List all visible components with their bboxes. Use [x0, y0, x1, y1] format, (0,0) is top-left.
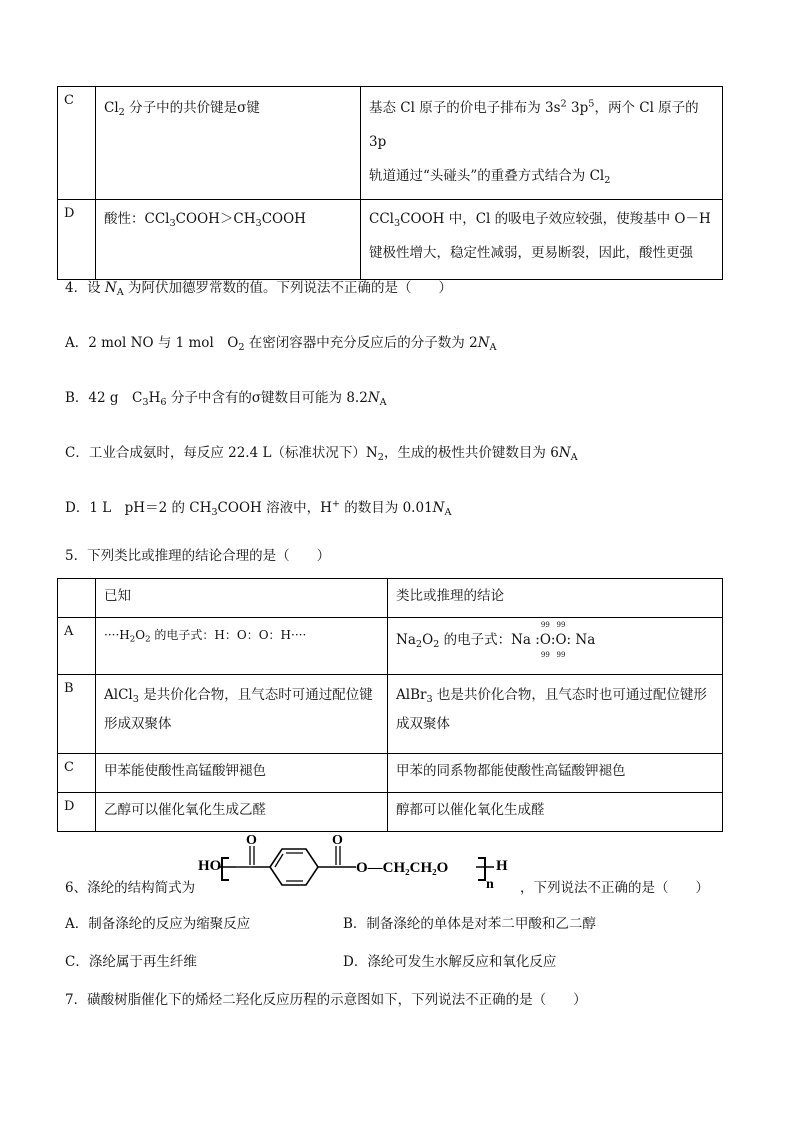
q4-option-c: C．工业合成氨时，每反应 22.4 L（标准状况下）$N_2$，生成的极性共价键数目为 $6N_A$ — [65, 445, 578, 463]
right-bracket — [478, 858, 485, 880]
cell-known: 乙醇可以催化氧化生成乙醛 — [104, 802, 266, 818]
cell-conclusion: AlBr$_3$ 也是共价化合物，且气态时也可通过配位键形 成双聚体 — [396, 687, 707, 732]
row-label: A — [64, 624, 74, 639]
q6-option-b: B．制备涤纶的单体是对苯二甲酸和乙二醇 — [343, 916, 596, 932]
structure-ho: HO — [198, 858, 222, 874]
header-known: 已知 — [104, 588, 131, 604]
row-label: C — [64, 93, 74, 108]
table-row — [58, 200, 723, 280]
cell-known: 甲苯能使酸性高锰酸钾褪色 — [104, 763, 266, 779]
table-header-row — [58, 579, 723, 618]
cell-left: $Cl_2$ 分子中的共价键是σ键 — [104, 100, 260, 118]
q6-stem-start: 6、涤纶的结构简式为 — [65, 880, 196, 896]
q6-option-d: D．涤纶可发生水解反应和氧化反应 — [343, 954, 557, 970]
q6-option-c: C．涤纶属于再生纤维 — [65, 954, 197, 970]
benzene-ring — [270, 849, 318, 885]
polyester-structure-diagram — [196, 832, 521, 892]
q4-option-a: A．2 mol NO 与 1 mol $O_2$ 在密闭容器中充分反应后的分子数为 $2N_A$ — [65, 335, 497, 353]
row-label: B — [64, 681, 74, 696]
cell-conclusion: $Na_2O_2$ 的电子式：Na :O 99 99 :O 99 99 : Na — [396, 621, 596, 659]
cell-known: AlCl$_3$ 是共价化合物，且气态时可通过配位键 形成双聚体 — [104, 687, 373, 732]
header-conclusion: 类比或推理的结论 — [396, 588, 504, 604]
cell-conclusion: 醇都可以催化氧化生成醛 — [396, 802, 545, 818]
q5-table — [57, 578, 723, 832]
q4-option-b: B．42 g $C_3H_6$ 分子中含有的σ键数目可能为 $8.2N_A$ — [65, 390, 387, 408]
subscript-n: n — [486, 877, 494, 892]
cell-right: CCl$_3$COOH 中，Cl 的吸电子效应较强，使羧基中 O－H 键极性增大，稳定性减弱，更易断裂，因此，酸性更强 — [369, 211, 711, 261]
row-label: D — [64, 206, 75, 221]
cell-known: $\cdot\cdot\cdot\cdot H_2O_2$ 的电子式：H：O：O：H···· — [104, 628, 307, 645]
q7-stem: 7．磺酸树脂催化下的烯烃二羟化反应历程的示意图如下，下列说法不正确的是（ ） — [65, 992, 587, 1008]
table-row — [58, 675, 723, 754]
q4-stem: 4．设 $N_A$ 为阿伏加德罗常数的值。下列说法不正确的是（ ） — [65, 280, 453, 298]
q6-stem-end: ，下列说法不正确的是（ ） — [520, 880, 709, 896]
q6-option-a: A．制备涤纶的反应为缩聚反应 — [65, 916, 251, 932]
table-row — [58, 754, 723, 793]
row-label: C — [64, 760, 74, 775]
cell-left: 酸性：$CCl_3COOH>CH_3COOH$ — [104, 211, 306, 229]
table-row — [58, 618, 723, 675]
q3-table — [57, 86, 723, 280]
left-bracket — [222, 858, 229, 880]
carbonyl-oxygen: O — [246, 833, 257, 848]
table-row — [58, 87, 723, 200]
row-label: D — [64, 799, 75, 814]
cell-conclusion: 甲苯的同系物都能使酸性高锰酸钾褪色 — [396, 763, 626, 779]
table-row — [58, 793, 723, 832]
q4-option-d: D．1 L pH＝2 的 $CH_3COOH$ 溶液中，H+ 的数目为 $0.01N_A$ — [65, 498, 452, 518]
carbonyl-oxygen: O — [332, 833, 343, 848]
end-h: H — [496, 858, 508, 874]
structure-chain: O—CH₂CH₂O — [356, 860, 449, 876]
cell-right: 基态 Cl 原子的价电子排布为 $3s^2$ $3p^5$，两个 Cl 原子的 3p 轨道通过“头碰头”的重叠方式结合为 $Cl_2$ — [369, 98, 699, 186]
q5-stem: 5．下列类比或推理的结论合理的是（ ） — [65, 548, 331, 564]
